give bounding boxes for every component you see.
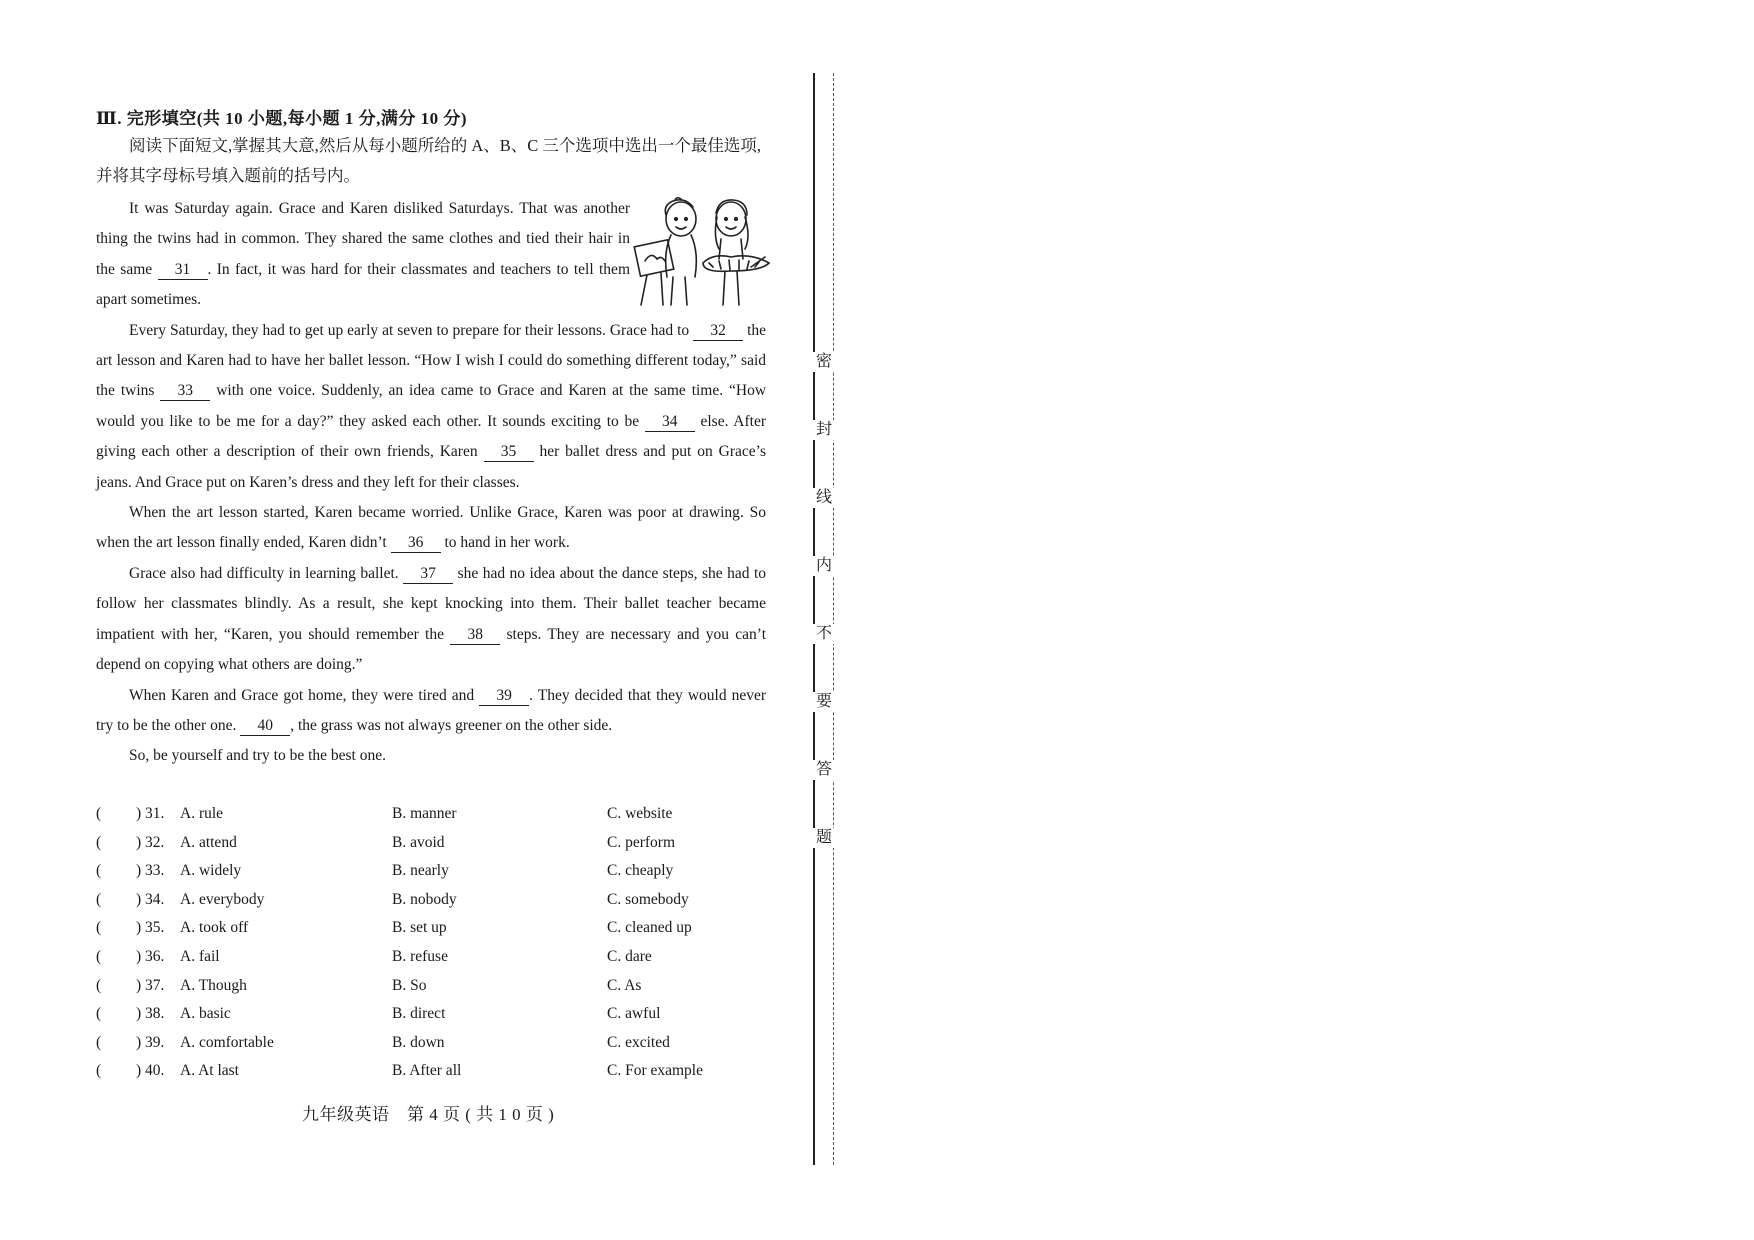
question-row — [96, 1062, 776, 1091]
answer-bracket[interactable]: ( — [96, 862, 102, 880]
question-row — [96, 805, 776, 834]
blank-35[interactable]: 35 — [484, 443, 534, 462]
option-a: A. rule — [180, 805, 224, 822]
option-c: C. cleaned up — [607, 919, 692, 937]
blank-38[interactable]: 38 — [450, 626, 500, 645]
option-b: B. direct — [392, 1005, 446, 1023]
option-c: C. somebody — [607, 890, 689, 908]
option-c: C. website — [607, 805, 673, 822]
instructions — [96, 131, 768, 191]
blank-34[interactable]: 34 — [645, 413, 695, 432]
blank-39[interactable]: 39 — [479, 687, 529, 706]
option-b: B. down — [392, 1033, 445, 1051]
seal-char: 内 — [812, 556, 836, 576]
paragraph-4: Grace also had difficulty in learning ballet. 37 she had no idea about the dance steps, she had to follow her classmates blindly. As a result, she kept knocking into them. Their ballet teacher became impatient with her, “Karen, you should remember the 38 steps. They are necessary and you can’t depend on copying what others are doing.” — [96, 564, 767, 674]
question-number: ) 35. — [136, 919, 165, 937]
page-footer: 九年级英语 第 4 页 ( 共 1 0 页 ) — [302, 1105, 555, 1124]
option-b: B. avoid — [392, 833, 445, 851]
question-number: ) 32. — [136, 833, 165, 851]
paragraph-1: It was Saturday again. Grace and Karen disliked Saturdays. That was another thing the twins had in common. They shared the same clothes and tied their hair in the same 31 . In fact, it was hard for their classmates and teachers to tell them apart sometimes. — [96, 200, 630, 309]
option-c: C. awful — [607, 1005, 661, 1023]
answer-bracket[interactable]: ( — [96, 1033, 102, 1051]
question-number: ) 31. — [136, 805, 165, 822]
option-c: C. perform — [607, 833, 676, 851]
question-row — [96, 948, 776, 977]
question-row — [96, 834, 776, 863]
option-a: A. took off — [180, 919, 249, 937]
option-b: B. manner — [392, 805, 457, 822]
cloze-passage — [96, 194, 766, 772]
question-row — [96, 919, 776, 948]
question-number: ) 40. — [136, 1062, 165, 1080]
option-c: C. As — [607, 976, 642, 994]
answer-bracket[interactable]: ( — [96, 919, 102, 937]
option-a: A. basic — [180, 1005, 231, 1023]
option-a: A. everybody — [180, 890, 265, 908]
paragraph-2: Every Saturday, they had to get up early at seven to prepare for their lessons. Grace had to 32 the art lesson and Karen had to have her ballet lesson. “How I wish I could do something different today,” said the twins 33 with one voice. Suddenly, an idea came to Grace and Karen at the same time. “How would you like to be me for a day?” they asked each other. It sounds exciting to be 34 else. After giving each other a description of their own friends, Karen 35 her ballet dress and put on Grace’s jeans. And Grace put on Karen’s dress and they left for their classes. — [96, 321, 767, 491]
option-b: B. So — [392, 976, 427, 994]
answer-bracket[interactable]: ( — [96, 947, 102, 965]
option-b: B. nobody — [392, 890, 457, 908]
paragraph-3: When the art lesson started, Karen became worried. Unlike Grace, Karen was poor at drawing. So when the art lesson finally ended, Karen didn’t 36 to hand in her work. — [96, 504, 766, 552]
question-number: ) 37. — [136, 976, 165, 994]
question-number: ) 36. — [136, 947, 165, 965]
paragraph-6: So, be yourself and try to be the best one. — [129, 747, 386, 765]
seal-char: 不 — [812, 624, 836, 644]
option-c: C. excited — [607, 1033, 670, 1051]
option-c: C. For example — [607, 1062, 703, 1080]
question-row — [96, 1034, 776, 1063]
question-row — [96, 862, 776, 891]
option-b: B. set up — [392, 919, 447, 937]
answer-bracket[interactable]: ( — [96, 833, 102, 851]
blank-36[interactable]: 36 — [391, 534, 441, 553]
section-title: Ⅲ. 完形填空(共 10 小题,每小题 1 分,满分 10 分) — [96, 109, 468, 128]
seal-dashed-line — [833, 73, 834, 1165]
option-c: C. cheaply — [607, 862, 674, 880]
answer-bracket[interactable]: ( — [96, 976, 102, 994]
blank-40[interactable]: 40 — [240, 717, 290, 736]
question-row — [96, 1005, 776, 1034]
binding-line — [813, 73, 815, 1165]
answer-bracket[interactable]: ( — [96, 1005, 102, 1023]
seal-char: 答 — [812, 760, 836, 780]
paragraph-5: When Karen and Grace got home, they were tired and 39 . They decided that they would never try to be the other one. 40 , the grass was not always greener on the other side. — [96, 686, 767, 734]
option-a: A. Though — [180, 976, 247, 994]
seal-char: 封 — [812, 420, 836, 440]
option-c: C. dare — [607, 947, 652, 965]
seal-char: 密 — [812, 352, 836, 372]
answer-bracket[interactable]: ( — [96, 1062, 102, 1080]
option-b: B. nearly — [392, 862, 449, 880]
blank-33[interactable]: 33 — [160, 382, 210, 401]
seal-char: 题 — [812, 828, 836, 848]
option-b: B. refuse — [392, 947, 448, 965]
question-row — [96, 977, 776, 1006]
question-number: ) 39. — [136, 1033, 165, 1051]
seal-char: 要 — [812, 692, 836, 712]
option-b: B. After all — [392, 1062, 462, 1080]
blank-37[interactable]: 37 — [403, 565, 453, 584]
option-a: A. At last — [180, 1062, 239, 1080]
seal-char: 线 — [812, 488, 836, 508]
answer-bracket[interactable]: ( — [96, 805, 102, 822]
blank-31[interactable]: 31 — [158, 261, 208, 280]
option-a: A. attend — [180, 833, 237, 851]
option-a: A. widely — [180, 862, 242, 880]
answer-options — [96, 805, 776, 1091]
blank-32[interactable]: 32 — [693, 322, 743, 341]
instruction-line-1: 阅读下面短文,掌握其大意,然后从每小题所给的 A、B、C 三个选项中选出一个最佳选项, — [129, 136, 762, 155]
option-a: A. fail — [180, 947, 220, 965]
question-number: ) 33. — [136, 862, 165, 880]
option-a: A. comfortable — [180, 1033, 274, 1051]
question-number: ) 38. — [136, 1005, 165, 1023]
question-number: ) 34. — [136, 890, 165, 908]
instruction-line-2: 并将其字母标号填入题前的括号内。 — [96, 166, 360, 185]
question-row — [96, 891, 776, 920]
answer-bracket[interactable]: ( — [96, 890, 102, 908]
